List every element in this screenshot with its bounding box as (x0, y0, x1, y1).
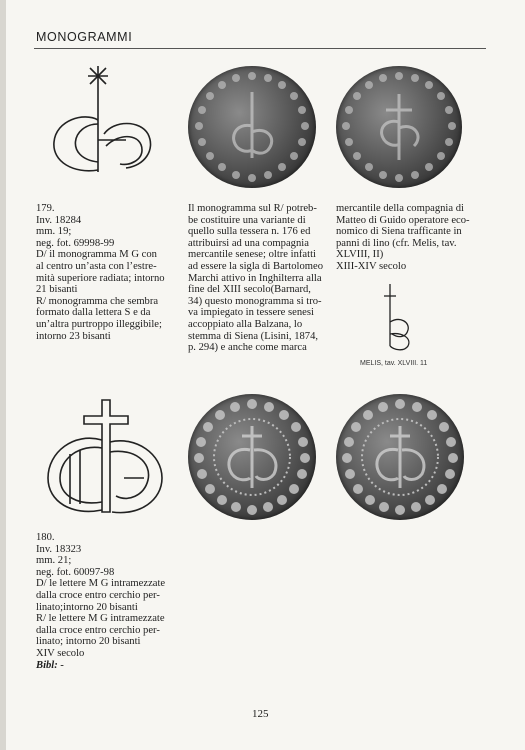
commentary-line: Il monogramma sul R/ potreb- (188, 203, 317, 214)
commentary-line: fine del XIII secolo(Barnard, (188, 284, 311, 296)
description-line: R/ le lettere M G intramezzate (36, 613, 165, 625)
header-rule (34, 48, 486, 49)
diameter: mm. 21; (36, 555, 72, 567)
page-binding-edge (0, 0, 6, 750)
entry-179-catalog (36, 203, 165, 342)
description-line: intorno 23 bisanti (36, 330, 111, 342)
description-line: R/ monogramma che sembra (36, 295, 159, 307)
description-line: linato; intorno 20 bisanti (36, 636, 141, 648)
commentary-line: Matteo di Guido operatore eco- (336, 214, 470, 226)
page-number: 125 (252, 708, 269, 720)
commentary-line: mercantile senese; oltre infatti (188, 249, 316, 261)
commentary-line: ad essere la sigla di Bartolomeo (188, 260, 324, 272)
description-line: D/ il monogramma M G con (36, 249, 157, 261)
description-line: formato dalla lettera S e da (36, 307, 151, 319)
entry-179-commentary-col2 (336, 203, 470, 273)
commentary-line: Marchi attivo in Inghilterra alla (188, 272, 322, 284)
melis-caption: MELIS, tav. XLVIII. 11 (360, 360, 428, 367)
monogram-drawing-180 (40, 392, 175, 524)
melis-monogram-drawing (378, 282, 418, 354)
description-line: al centro un’asta con l’estre- (36, 260, 157, 272)
description-line: 21 bisanti (36, 284, 78, 296)
coin-179-reverse (336, 66, 462, 188)
running-header: MONOGRAMMI (36, 30, 133, 44)
description-line: un’altra purtroppo illeggibile; (36, 318, 162, 330)
entry-179-commentary-col1 (188, 203, 323, 354)
commentary-line: quello sulla tessera n. 176 ed (188, 226, 311, 238)
inventory-number: Inv. 18323 (36, 543, 82, 555)
commentary-line: mercantile della compagnia di (336, 203, 464, 214)
coin-179-obverse (188, 66, 316, 188)
entry-180-catalog (36, 532, 165, 671)
commentary-line: panni di lino (cfr. Melis, tav. (336, 237, 457, 249)
inventory-number: Inv. 18284 (36, 214, 82, 226)
commentary-line: p. 294) e anche come marca (188, 342, 307, 354)
commentary-line: va impiegato in tessere senesi (188, 307, 314, 319)
commentary-line: XLVIII, II) (336, 249, 384, 261)
entry-number: 179. (36, 203, 55, 214)
coin-180-obverse (188, 394, 316, 520)
description-line: dalla croce entro cerchio per- (36, 624, 160, 636)
commentary-line: nomico di Siena trafficante in (336, 226, 462, 238)
commentary-line: attribuirsi ad una compagnia (188, 237, 309, 249)
coin-180-reverse (336, 394, 464, 520)
entry-number: 180. (36, 532, 55, 543)
dating: XIV secolo (36, 647, 85, 659)
dating: XIII-XIV secolo (336, 260, 407, 272)
commentary-line: be costituire una variante di (188, 214, 306, 226)
commentary-line: 34) questo monogramma si tro- (188, 295, 322, 307)
bibliography: Bibl: - (36, 659, 64, 671)
description-line: dalla croce entro cerchio per- (36, 589, 160, 601)
negative-number: neg. fot. 60097-98 (36, 566, 115, 578)
diameter: mm. 19; (36, 226, 72, 238)
description-line: linato;intorno 20 bisanti (36, 601, 138, 613)
monogram-drawing-179 (44, 62, 169, 182)
description-line: mità superiore radiata; intorno (36, 272, 165, 284)
commentary-line: accoppiato alla Balzana, lo (188, 318, 303, 330)
negative-number: neg. fot. 69998-99 (36, 237, 115, 249)
description-line: D/ le lettere M G intramezzate (36, 578, 166, 590)
commentary-line: stemma di Siena (Lisini, 1874, (188, 330, 319, 342)
